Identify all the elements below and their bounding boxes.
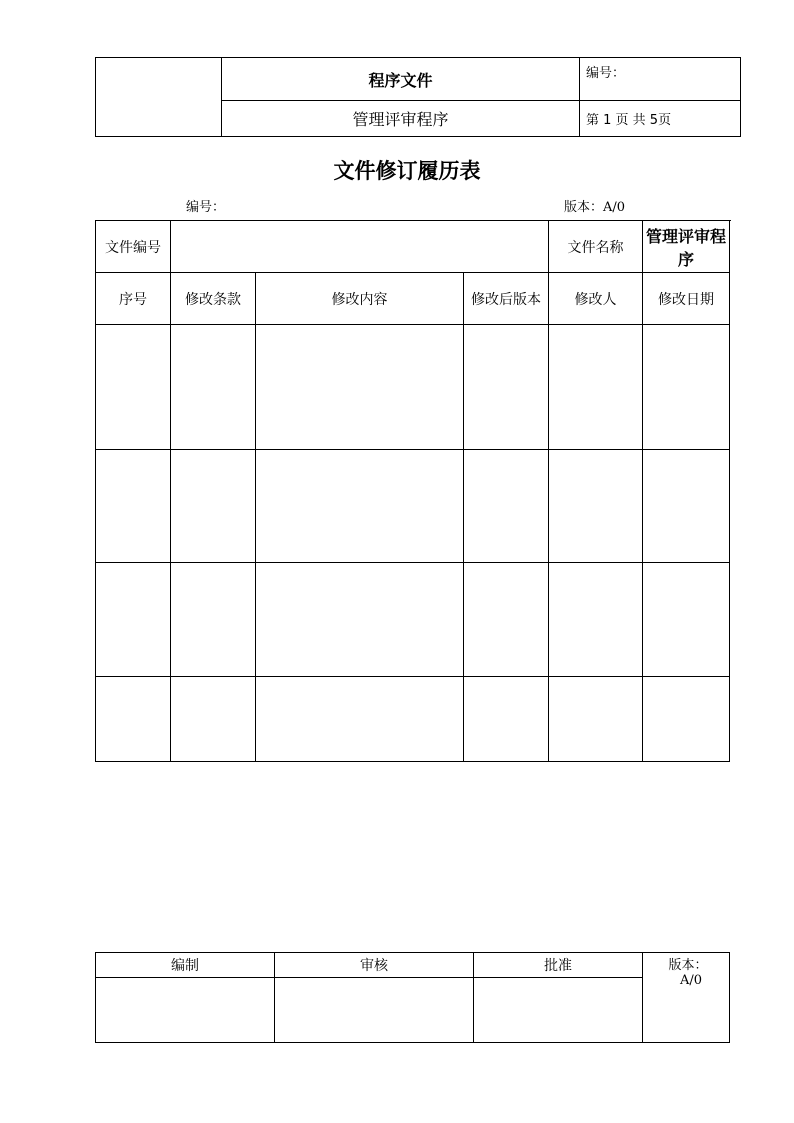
cell [171, 450, 256, 563]
file-no-label: 文件编号 [96, 221, 171, 273]
col-header-modifier: 修改人 [549, 273, 643, 325]
cell [256, 325, 464, 450]
table-row [96, 450, 730, 563]
cell [549, 677, 643, 762]
signature-version [643, 953, 730, 1043]
prepared-signature-field[interactable] [96, 978, 275, 1043]
revision-table [95, 220, 730, 762]
table-row [96, 325, 730, 450]
cell [171, 563, 256, 677]
col-header-clause: 修改条款 [171, 273, 256, 325]
cell [549, 450, 643, 563]
reviewed-signature-field[interactable] [275, 978, 474, 1043]
table-row [96, 563, 730, 677]
cell [549, 325, 643, 450]
approved-label: 批准 [474, 953, 643, 978]
doc-type: 程序文件 [222, 58, 580, 101]
cell [256, 677, 464, 762]
cell [96, 325, 171, 450]
cell [549, 563, 643, 677]
reviewed-label: 审核 [275, 953, 474, 978]
page-info: 第 1 页 共 5页 [580, 101, 741, 137]
col-header-date: 修改日期 [643, 273, 730, 325]
file-name-label: 文件名称 [549, 221, 643, 273]
cell [464, 325, 549, 450]
cell [464, 677, 549, 762]
col-header-version: 修改后版本 [464, 273, 549, 325]
table-row [96, 677, 730, 762]
page-title: 文件修订履历表 [333, 158, 481, 183]
cell [464, 450, 549, 563]
version-label: 版本：A/0 [564, 200, 626, 215]
signature-version-value: A/0 [679, 973, 703, 988]
code-label: 编号： [186, 200, 226, 215]
cell [96, 677, 171, 762]
col-header-content: 修改内容 [256, 273, 464, 325]
signature-version-label: 版本： [668, 958, 708, 973]
cell [643, 450, 730, 563]
cell [96, 563, 171, 677]
doc-name: 管理评审程序 [222, 101, 580, 137]
col-header-seq: 序号 [96, 273, 171, 325]
cell [171, 325, 256, 450]
cell [643, 325, 730, 450]
file-name-value: 管理评审程序 [643, 221, 730, 273]
column-header-row [96, 273, 730, 325]
signature-table [95, 952, 730, 1043]
cell [464, 563, 549, 677]
cell [96, 450, 171, 563]
cell [643, 677, 730, 762]
header-code-label: 编号： [580, 58, 741, 101]
logo-cell [96, 58, 222, 137]
prepared-label: 编制 [96, 953, 275, 978]
cell [171, 677, 256, 762]
approved-signature-field[interactable] [474, 978, 643, 1043]
file-no-value [171, 221, 549, 273]
cell [256, 450, 464, 563]
cell [256, 563, 464, 677]
cell [643, 563, 730, 677]
info-row [96, 221, 730, 273]
document-header [95, 57, 741, 137]
